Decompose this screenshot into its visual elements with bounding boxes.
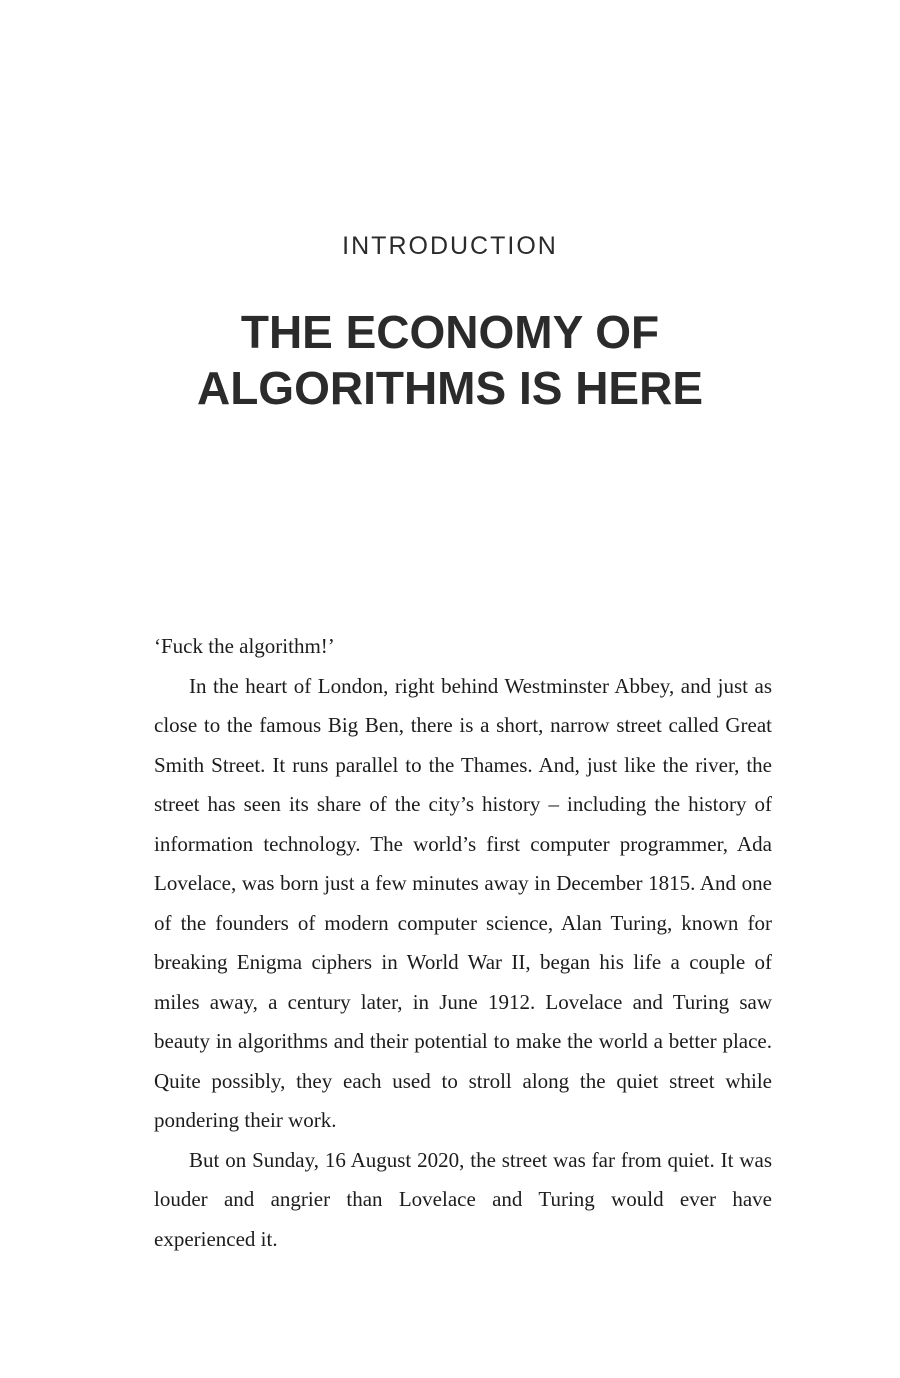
chapter-title — [0, 304, 900, 416]
body-text — [154, 627, 772, 1259]
paragraph: In the heart of London, right behind Westminster Abbey, and just as close to the famous Big Ben, there is a short, narrow street called Great Smith Street. It runs parallel to the Thames. And, just like the river, the street has seen its share of the city’s history – including the history of information technology. The world’s first computer programmer, Ada Lovelace, was born just a few minutes away in December 1815. And one of the founders of modern computer science, Alan Turing, known for breaking Enigma ciphers in World War II, began his life a couple of miles away, a century later, in June 1912. Lovelace and Turing saw beauty in algorithms and their potential to make the world a better place. Quite possibly, they each used to stroll along the quiet street while pondering their work. — [154, 673, 772, 1132]
chapter-title-line-1: THE ECONOMY OF — [240, 306, 660, 358]
opening-quote: ‘Fuck the algorithm!’ — [154, 634, 335, 658]
chapter-title-line-2: ALGORITHMS IS HERE — [196, 362, 704, 414]
chapter-label: INTRODUCTION — [342, 232, 558, 260]
paragraph: But on Sunday, 16 August 2020, the street was far from quiet. It was louder and angrier than Lovelace and Turing would ever have experienced it. — [154, 1147, 772, 1251]
